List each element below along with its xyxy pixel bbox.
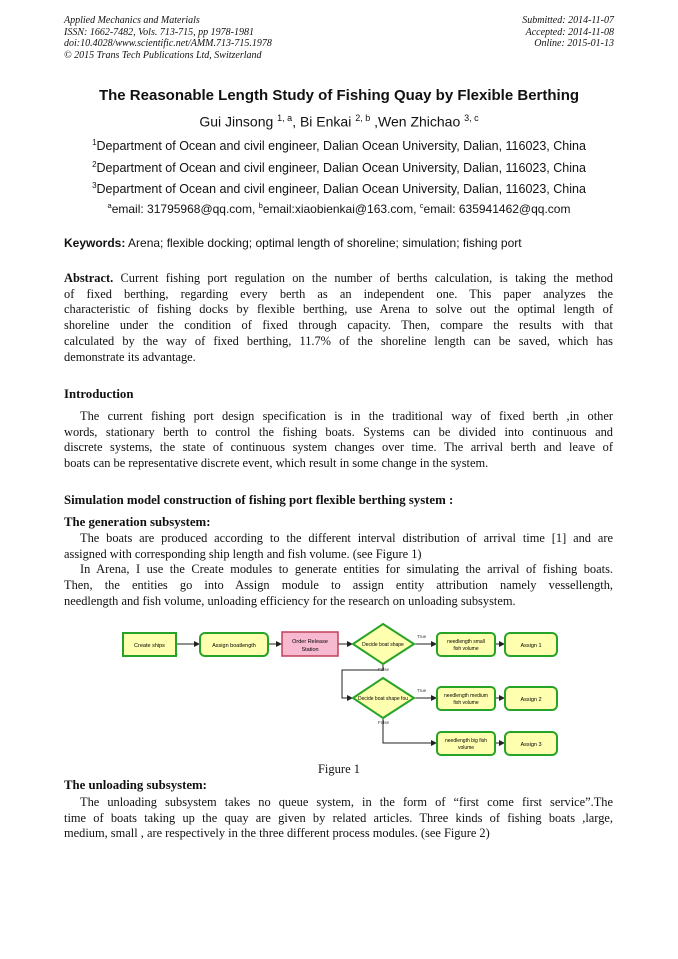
keywords-text: Arena; flexible docking; optimal length of shoreline; simulation; fishing port xyxy=(128,236,522,250)
abstract xyxy=(64,271,613,365)
copyright: © 2015 Trans Tech Publications Ltd, Switzerland xyxy=(64,49,262,61)
intro-line: boats can be representative discrete event, which result in some change in the system. xyxy=(64,456,489,471)
assign-1-module xyxy=(505,633,557,656)
abstract-line: calculated by the way of fixed berthing, 11.7% of the shoreline length can be saved, which has xyxy=(64,333,613,348)
figure-1-diagram xyxy=(110,620,560,762)
affiliation-sup: 1 xyxy=(92,138,97,147)
author-list: Gui Jinsong $^{1, a}$, Bi Enkai $^{2, b}$ ,Wen Zhichao $^{3, c}$ xyxy=(199,113,479,130)
abstract-line: of fixed berthing, regarding every berth as an independent one. This paper analyzes the xyxy=(64,286,613,301)
node-label: needlength small xyxy=(447,639,485,645)
unloading-line: time of boats taking up the quay are given by related articles. Three kinds of fishing boats ,large, xyxy=(64,810,613,825)
generation-body xyxy=(64,531,613,610)
journal-name: Applied Mechanics and Materials xyxy=(64,15,200,26)
online-date: Online: 2015-01-13 xyxy=(534,38,614,49)
node-label: Decide boat shape fou xyxy=(357,696,409,702)
node-label: Decide boat shape xyxy=(362,642,404,648)
unloading-line: medium, small , are respectively in the three different process modules. (see Figure 2) xyxy=(64,826,490,841)
needlength-medium-module xyxy=(437,687,495,710)
assign-boatlength-module xyxy=(200,633,268,656)
email-sup: b xyxy=(258,201,263,210)
affiliation-text: Department of Ocean and civil engineer, Dalian Ocean University, Dalian, 116023, China xyxy=(96,139,586,154)
email-sup: c xyxy=(419,201,424,210)
accepted-date: Accepted: 2014-11-08 xyxy=(525,26,614,38)
generation-line: In Arena, I use the Create modules to generate entities for simulating the arrival of fishing boats. xyxy=(80,562,613,577)
affiliation-sup: 2 xyxy=(92,160,97,169)
node-label: Assign 3 xyxy=(520,742,542,748)
keywords xyxy=(64,236,624,250)
author-emails xyxy=(0,201,678,216)
needlength-big-module xyxy=(437,732,495,755)
author-sup: 3, c xyxy=(464,113,479,123)
abstract-label: Abstract. xyxy=(64,271,114,285)
unloading-body xyxy=(64,795,613,842)
connector xyxy=(383,718,436,743)
generation-line: needlength and fish volume, unloading efficiency for the research on unloading subsystem. xyxy=(64,593,516,608)
node-label: Station xyxy=(301,647,319,653)
node-label: Assign boatlength xyxy=(212,643,256,649)
author-name: Wen Zhichao xyxy=(378,113,461,130)
intro-line: The current fishing port design specification is in the traditional way of fixed berth ,in other xyxy=(80,409,613,423)
email-c: email: 635941462@qq.com xyxy=(423,202,571,216)
false-label: False xyxy=(378,667,390,672)
introduction-body xyxy=(64,409,613,472)
assign-3-module xyxy=(505,732,557,755)
figure-caption: Figure 1 xyxy=(317,762,360,776)
true-label: True xyxy=(417,634,427,639)
order-release-station-module xyxy=(282,632,338,656)
abstract-line-text: Current fishing port regulation on the number of berths calculation, is taking the method xyxy=(120,271,613,285)
email-b: email:xiaobienkai@163.com, xyxy=(262,202,417,216)
node-label: volume xyxy=(457,745,475,751)
node-label: Assign 2 xyxy=(520,697,542,703)
simulation-heading: Simulation model construction of fishing port flexible berthing system : xyxy=(64,493,454,507)
affiliation-text: Department of Ocean and civil engineer, Dalian Ocean University, Dalian, 116023, China xyxy=(96,182,586,197)
unloading-heading: The unloading subsystem: xyxy=(64,778,207,792)
node-label: needlength big fish xyxy=(445,738,487,744)
affiliation-text: Department of Ocean and civil engineer, Dalian Ocean University, Dalian, 116023, China xyxy=(96,161,586,176)
node-label: Create ships xyxy=(134,643,165,649)
paper-title: The Reasonable Length Study of Fishing Quay by Flexible Berthing xyxy=(98,87,580,104)
affiliation xyxy=(0,138,678,153)
abstract-line: shoreline under the condition of fixed through capacity. Then, compare the results with that xyxy=(64,318,613,333)
generation-heading: The generation subsystem: xyxy=(64,515,211,529)
generation-line: Then, the entities go into Assign module to assign entity attribution namely vessellength, xyxy=(64,578,613,593)
generation-line: assigned with corresponding ship length and fish volume. (see Figure 1) xyxy=(64,546,422,561)
abstract-line: characteristic of fishing docks by flexible berthing, use Arena to solve out the optimal length of xyxy=(64,302,613,317)
email-sup: a xyxy=(107,201,112,210)
node-label: Order Release xyxy=(292,639,328,645)
issn: ISSN: 1662-7482, Vols. 713-715, pp 1978-1981 xyxy=(64,26,254,38)
false-label: False xyxy=(378,720,390,725)
true-label: True xyxy=(417,688,427,693)
unloading-line: The unloading subsystem takes no queue system, in the form of “first come first service”.The xyxy=(80,795,613,809)
affiliation xyxy=(0,160,678,175)
affiliation xyxy=(0,181,678,196)
affiliation-sup: 3 xyxy=(92,181,97,190)
submitted-date: Submitted: 2014-11-07 xyxy=(522,15,614,26)
publication-header xyxy=(64,15,272,61)
node-label: Assign 1 xyxy=(520,643,542,649)
node-label: fish volume xyxy=(453,646,479,652)
introduction-heading: Introduction xyxy=(64,387,134,401)
needlength-small-module xyxy=(437,633,495,656)
node-label: fish volume xyxy=(453,700,479,706)
node-label: needlength medium xyxy=(444,693,488,699)
publication-dates xyxy=(522,15,614,50)
intro-line: discrete systems, the state of continuous system changes over time. The arrival berth and leave of xyxy=(64,440,613,455)
email-a: email: 31795968@qq.com, xyxy=(111,202,256,216)
abstract-line xyxy=(64,271,613,287)
author-sup: 2, b xyxy=(355,113,371,123)
abstract-line: demonstrate its advantage. xyxy=(64,349,196,364)
decide-boat-shape-fou-module xyxy=(353,678,414,718)
author-name: Bi Enkai xyxy=(299,113,352,130)
intro-line: words, stationary berth to control the fishing boats. Systems can be divided into continuous and xyxy=(64,424,613,439)
decide-boat-shape-module xyxy=(353,624,414,664)
create-ships-module xyxy=(123,633,176,656)
keywords-label: Keywords: xyxy=(64,236,126,250)
author-name: Gui Jinsong xyxy=(199,113,274,130)
doi: doi:10.4028/www.scientific.net/AMM.713-715.1978 xyxy=(64,38,272,49)
assign-2-module xyxy=(505,687,557,710)
author-sup: 1, a xyxy=(277,113,293,123)
generation-line: The boats are produced according to the different interval distribution of arrival time [1] and are xyxy=(80,531,613,545)
